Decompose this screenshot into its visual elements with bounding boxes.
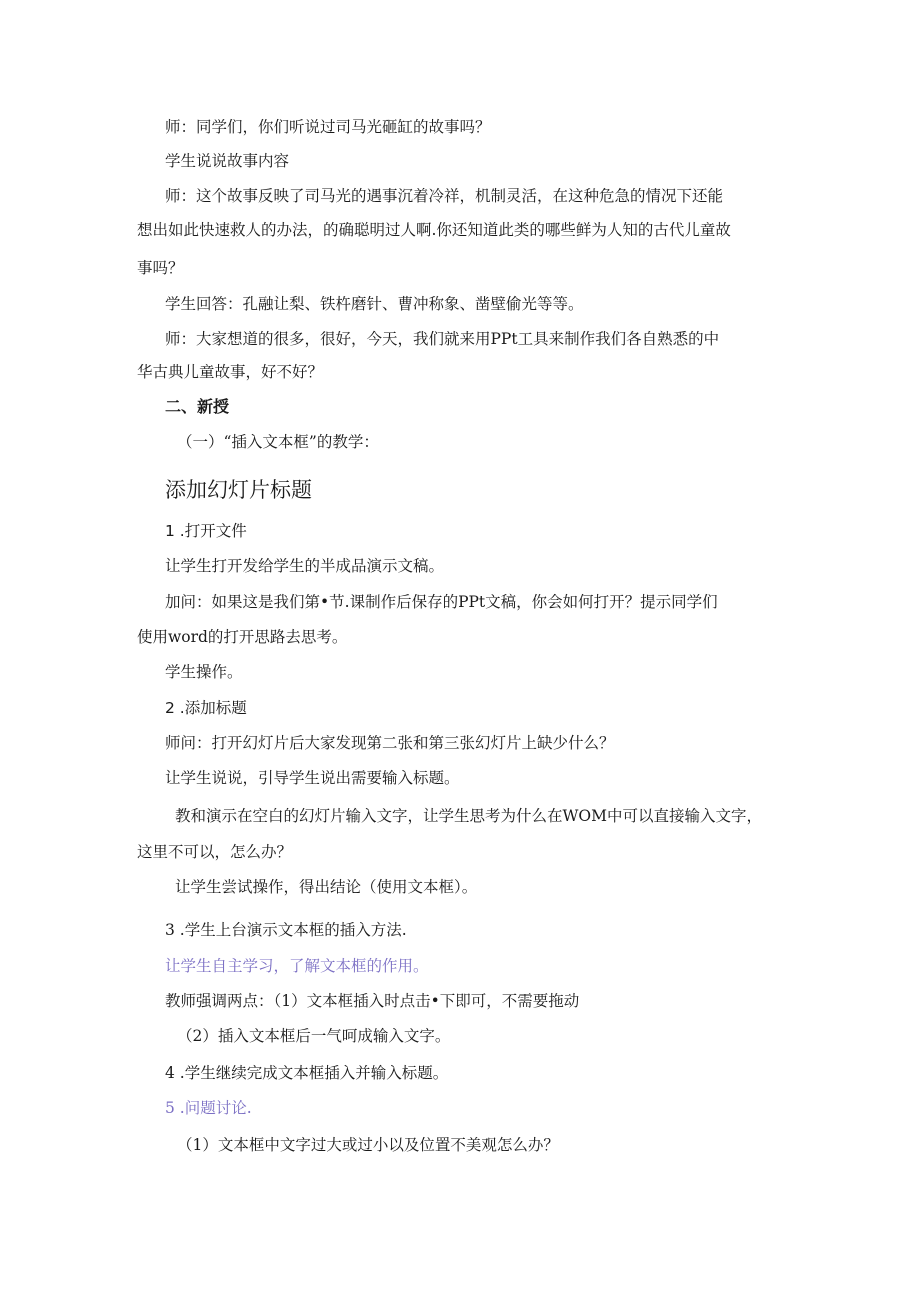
paragraph: 教师强调两点：（1）文本框插入时点击•下即可，不需要拖动: [165, 992, 580, 1010]
subsection-heading: （一）“插入文本框”的教学：: [177, 433, 379, 451]
paragraph: 学生说说故事内容: [165, 152, 290, 170]
highlighted-paragraph: 让学生自主学习，了解文本框的作用。: [165, 957, 429, 975]
paragraph: 教和演示在空白的幻灯片输入文字，让学生思考为什么在WOM中可以直接输入文字，: [175, 807, 763, 825]
paragraph: （1）文本框中文字过大或过小以及位置不美观怎么办？: [177, 1136, 559, 1154]
paragraph: 想出如此快速救人的办法，的确聪明过人啊.你还知道此类的哪些鲜为人知的古代儿童故: [137, 221, 731, 239]
step-heading: 1 .打开文件: [165, 522, 247, 540]
paragraph: 师：这个故事反映了司马光的遇事沉着冷祥，机制灵活，在这种危急的情况下还能: [165, 187, 724, 205]
paragraph: 让学生尝试操作，得出结论（使用文本框）。: [175, 878, 478, 896]
paragraph: 加问：如果这是我们第•节.课制作后保存的PPt文稿，你会如何打开？提示同学们: [165, 593, 718, 611]
page-title: 添加幻灯片标题: [165, 478, 312, 502]
paragraph: 让学生说说，引导学生说出需要输入标题。: [165, 769, 460, 787]
paragraph: 这里不可以，怎么办？: [137, 843, 293, 861]
paragraph: 师：同学们，你们听说过司马光砸缸的故事吗？: [165, 118, 491, 136]
paragraph: 师：大家想道的很多，很好，今天，我们就来用PPt工具来制作我们各自熟悉的中: [165, 330, 720, 348]
paragraph: （2）插入文本框后一气呵成输入文字。: [177, 1027, 451, 1045]
paragraph: 使用word的打开思路去思考。: [137, 628, 348, 646]
section-heading: 二、新授: [165, 397, 230, 416]
step-heading: 5 .问题讨论.: [165, 1099, 252, 1117]
step-heading: 4 .学生继续完成文本框插入并输入标题。: [165, 1064, 449, 1082]
paragraph: 华古典儿童故事，好不好？: [137, 363, 324, 381]
paragraph: 师问：打开幻灯片后大家发现第二张和第三张幻灯片上缺少什么？: [165, 734, 615, 752]
paragraph: 学生操作。: [165, 663, 243, 681]
paragraph: 学生回答：孔融让梨、铁杵磨针、曹冲称象、凿壁偷光等等。: [165, 295, 584, 313]
paragraph: 让学生打开发给学生的半成品演示文稿。: [165, 557, 445, 575]
paragraph: 事吗？: [137, 259, 184, 277]
step-heading: 2 .添加标题: [165, 699, 247, 717]
step-heading: 3 .学生上台演示文本框的插入方法.: [165, 921, 407, 939]
